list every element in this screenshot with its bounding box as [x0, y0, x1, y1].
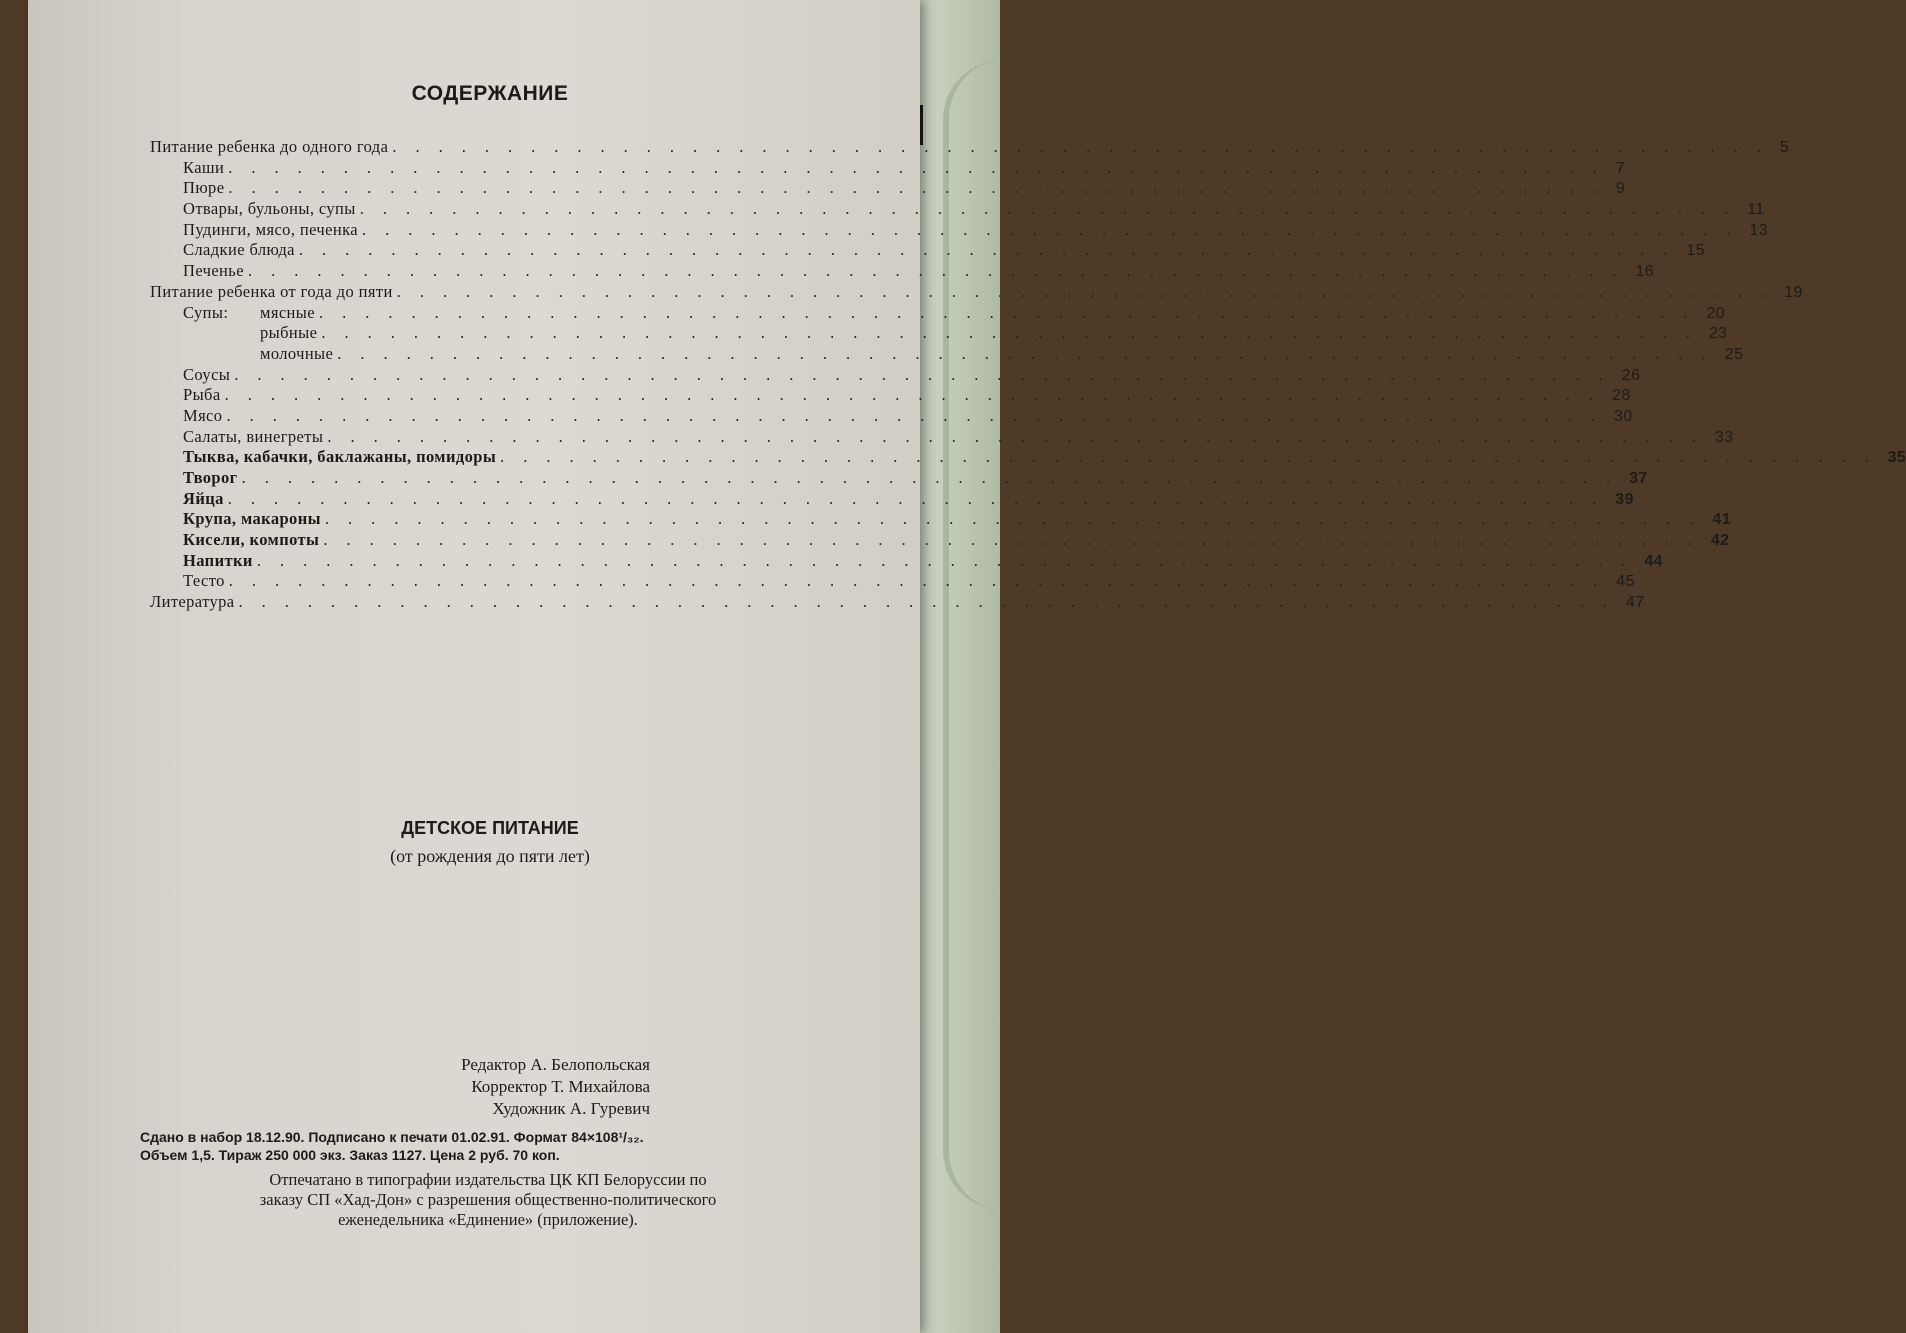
toc-title: СОДЕРЖАНИЕ [411, 82, 569, 105]
toc-entry [150, 261, 1655, 282]
printing-line: еженедельника «Единение» (приложение). [338, 1210, 638, 1229]
dot-leader: ............................................................ [228, 157, 1616, 177]
toc-entry-label: Пюре [183, 178, 225, 198]
dot-leader: ............................................................ [359, 199, 1748, 219]
toc-entry-page: 45 [1616, 573, 1635, 591]
toc-entry-page: 39 [1615, 490, 1634, 508]
toc-entry-page: 33 [1714, 428, 1734, 446]
toc-entry [150, 550, 1663, 572]
toc-entry [150, 488, 1634, 510]
toc-entry-label: Напитки [183, 550, 253, 570]
dot-leader: ............................................................ [396, 281, 1785, 301]
toc-entry [150, 343, 1744, 365]
toc-entry-page: 44 [1644, 552, 1663, 570]
toc-entry [150, 364, 1641, 386]
toc-entry-page: 47 [1626, 594, 1645, 612]
toc-entry-page: 37 [1629, 470, 1648, 487]
toc-entry-page: 9 [1615, 180, 1626, 198]
toc-entry-label: Литература [150, 592, 235, 612]
dot-leader: ............................................................ [238, 592, 1627, 612]
toc-entry-page: 13 [1749, 221, 1769, 239]
dot-leader: ............................................................ [234, 364, 1622, 384]
toc-entry [150, 157, 1626, 179]
toc-entry-label: рыбные [260, 323, 318, 343]
toc-entry-label: Печенье [183, 261, 244, 281]
dot-leader: ............................................................ [226, 405, 1614, 425]
toc-entry [150, 199, 1765, 220]
toc-entry-label: Мясо [183, 405, 223, 425]
toc-entry [150, 385, 1631, 406]
toc-entry-page: 16 [1635, 263, 1655, 281]
toc-entry [150, 323, 1728, 344]
toc-entry [150, 530, 1730, 551]
toc-entry-label: Творог [183, 468, 238, 487]
toc-entry [150, 468, 1648, 489]
toc-entry-label: Кисели, компоты [183, 530, 320, 550]
toc-entry-label: молочные [260, 343, 334, 363]
toc-entry-label: Питание ребенка от года до пяти [150, 281, 393, 301]
toc-entry [150, 137, 1790, 158]
toc-entry-label: Салаты, винегреты [183, 426, 324, 446]
toc-entry-label: Сладкие блюда [183, 240, 295, 260]
toc-entry-label: Тесто [183, 571, 225, 591]
dot-leader: ............................................................ [227, 488, 1616, 508]
toc-entry-page: 30 [1613, 407, 1633, 425]
toc-entry [150, 240, 1705, 261]
toc-entry [150, 509, 1731, 530]
toc-entry [150, 219, 1769, 241]
toc-entry-label: Крупа, макароны [183, 509, 321, 529]
toc-entry-sublabel: мясные [260, 302, 315, 322]
dot-leader: ............................................................ [241, 468, 1630, 487]
dot-leader: ............................................................ [228, 571, 1617, 591]
printing-line: заказу СП «Хад-Дон» с разрешения общественно-политического [259, 1190, 717, 1209]
toc-entry-page: 11 [1747, 201, 1765, 219]
toc-entry-page: 15 [1686, 242, 1705, 260]
toc-entry-page: 5 [1779, 139, 1790, 156]
toc-entry-page: 28 [1612, 387, 1631, 405]
toc-entry-page: 35 [1887, 449, 1906, 467]
toc-entry [150, 178, 1626, 199]
toc-entry-label: Пудинги, мясо, печенка [183, 219, 358, 239]
credits-block [330, 1054, 650, 1120]
toc-entry-label: Каши [183, 157, 225, 177]
imprint-block [140, 1128, 840, 1164]
book-title: ДЕТСКОЕ ПИТАНИЕ [401, 818, 579, 838]
editor-credit: Редактор А. Белопольская [461, 1055, 650, 1074]
printing-line: Отпечатано в типографии издательства ЦК КП Белоруссии по [269, 1170, 707, 1189]
imprint-line: Объем 1,5. Тираж 250 000 экз. Заказ 1127. Цена 2 руб. 70 коп. [140, 1147, 560, 1163]
toc-entry-label: Рыба [183, 385, 221, 405]
toc-entry-label: Яйца [183, 488, 224, 508]
dot-leader: ............................................................ [321, 323, 1709, 343]
dot-leader: ............................................................ [224, 385, 1613, 405]
toc-entry-page: 7 [1615, 159, 1626, 177]
dot-leader: ............................................................ [392, 137, 1780, 156]
toc-entry [150, 592, 1645, 613]
toc-entry-label: Тыква, кабачки, баклажаны, помидоры [183, 447, 497, 467]
toc-entry-page: 20 [1706, 304, 1726, 322]
toc-entry-page: 23 [1708, 325, 1728, 343]
dot-leader: ............................................................ [337, 343, 1725, 363]
toc-entry [150, 405, 1633, 427]
dot-leader: ............................................................ [298, 240, 1687, 260]
dot-leader: ............................................................ [327, 426, 1715, 446]
imprint-line: Сдано в набор 18.12.90. Подписано к печати 01.02.91. Формат 84×108¹/₃₂. [140, 1129, 644, 1145]
toc-entry-prefix: Супы: [183, 302, 229, 322]
toc-entry [150, 426, 1734, 448]
dot-leader: ............................................................ [500, 447, 1888, 467]
toc-entry-label [150, 303, 319, 323]
toc-entry-page: 41 [1712, 511, 1731, 529]
dot-leader: ............................................................ [319, 302, 1707, 322]
artist-credit: Художник А. Гуревич [492, 1099, 650, 1118]
toc-entry [150, 571, 1635, 592]
dot-leader: ............................................................ [228, 178, 1616, 198]
toc-entry [150, 302, 1726, 324]
dot-leader: ............................................................ [324, 509, 1713, 529]
dot-leader: ............................................................ [247, 261, 1636, 281]
toc-entry-page: 26 [1621, 366, 1641, 384]
printing-info [143, 1170, 833, 1230]
toc-entry-page: 19 [1784, 283, 1803, 301]
dot-leader: ............................................................ [323, 530, 1711, 550]
toc-entry-page: 25 [1724, 345, 1744, 363]
toc-entry-label: Соусы [183, 364, 231, 384]
toc-entry [150, 281, 1803, 303]
proofreader-credit: Корректор Т. Михайлова [471, 1077, 650, 1096]
toc-entry-page: 42 [1710, 532, 1730, 550]
dot-leader: ............................................................ [361, 219, 1750, 239]
book-subtitle: (от рождения до пяти лет) [390, 846, 590, 866]
table-of-contents [150, 137, 1906, 613]
toc-entry-label: Питание ребенка до одного года [150, 137, 389, 156]
toc-entry-label: Отвары, бульоны, супы [183, 199, 356, 219]
toc-entry [150, 447, 1906, 468]
dot-leader: ............................................................ [256, 550, 1645, 570]
